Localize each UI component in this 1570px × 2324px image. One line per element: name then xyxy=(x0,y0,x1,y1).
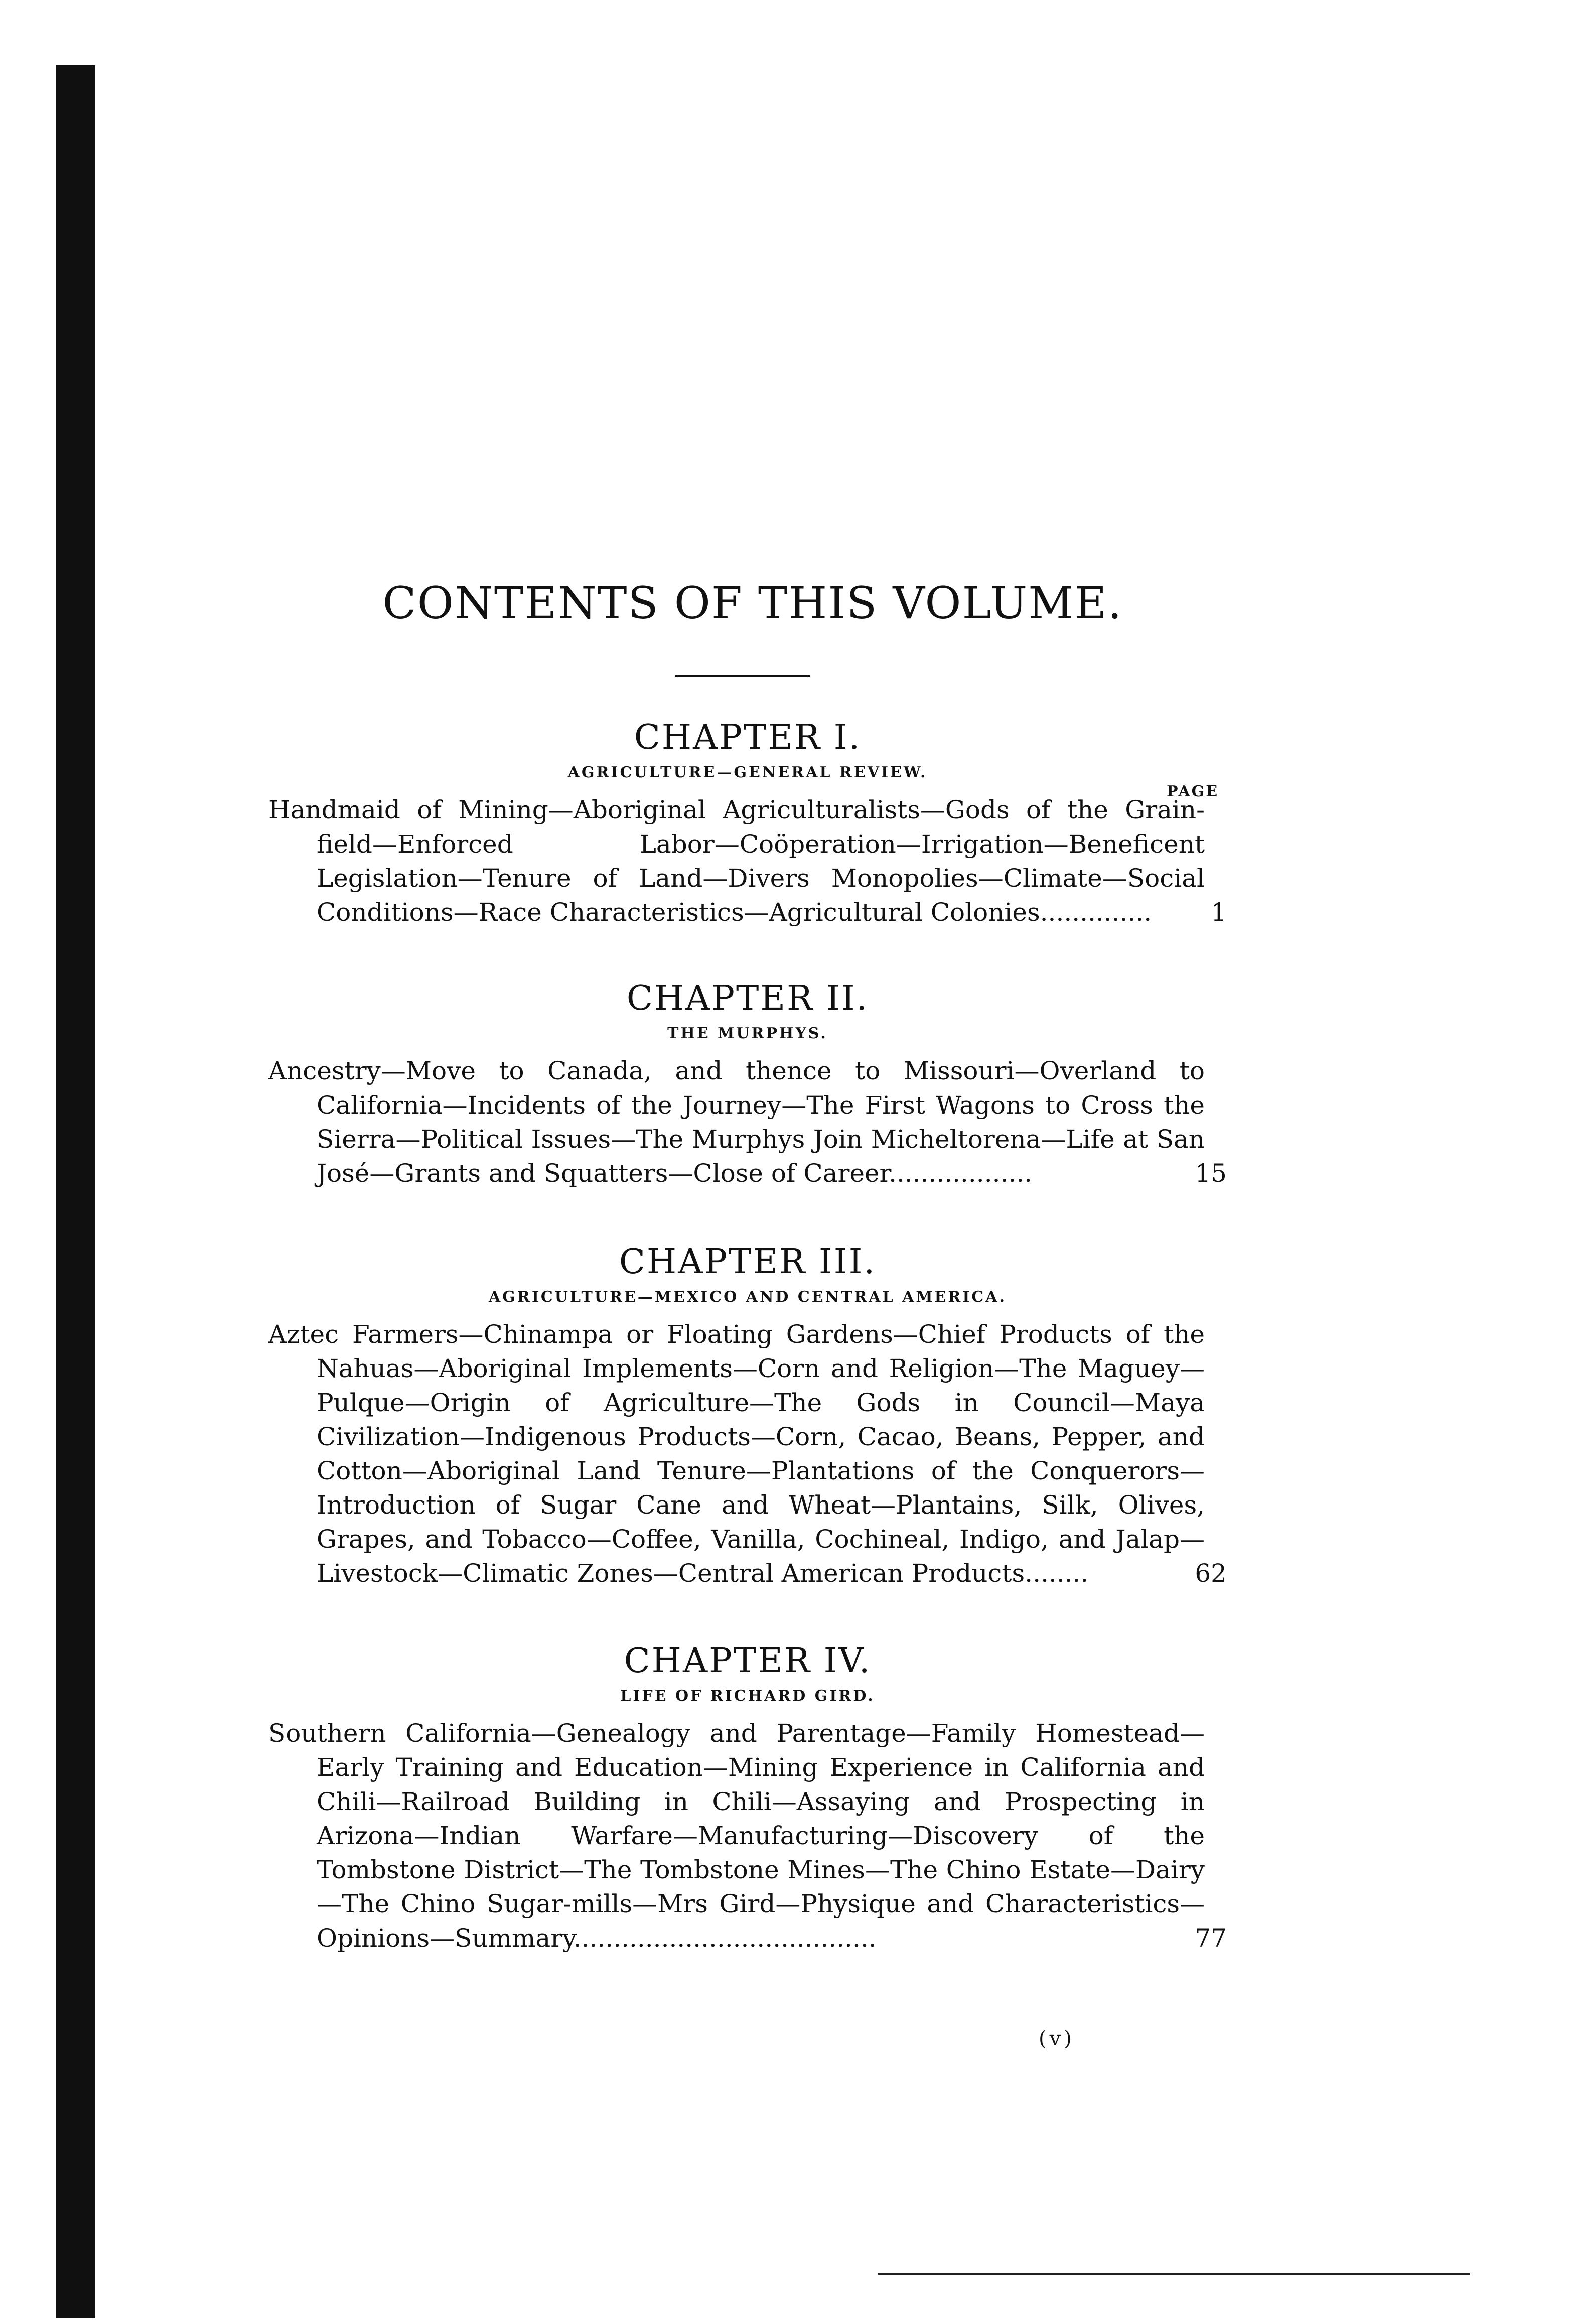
chapter-heading: CHAPTER II. xyxy=(626,979,869,1018)
page-column-label: PAGE xyxy=(1167,783,1219,800)
title-rule xyxy=(675,675,810,677)
page-folio: (v) xyxy=(1039,2027,1075,2050)
chapter-heading: CHAPTER IV. xyxy=(624,1641,872,1681)
chapter-entry-1 xyxy=(268,718,1227,929)
chapter-entry-4 xyxy=(268,1641,1227,1955)
chapter-page-number: 1 xyxy=(1211,898,1227,927)
chapter-summary: Southern California—Genealogy and Parentage—Family Homestead—Early Training and Education—Mining Experience in California and Chili—Railroad Building in Chili—Assaying and Prospecting in Arizona—Indian Warfare—Manufacturing—Discovery of the Tombstone District—The Tombstone Mines—The Chino Estate—Dairy—The Chino Sugar-mills—Mrs Gird—Physique and Characteristics—Opinions—Summary...................................... xyxy=(268,1719,1205,1953)
binding-edge-shadow xyxy=(56,65,95,2318)
chapter-subject: AGRICULTURE—GENERAL REVIEW. xyxy=(567,764,928,781)
chapter-heading: CHAPTER I. xyxy=(634,718,862,757)
chapter-entry-2 xyxy=(268,979,1227,1190)
chapter-page-number: 62 xyxy=(1195,1559,1227,1588)
chapter-subject: LIFE OF RICHARD GIRD. xyxy=(620,1687,875,1705)
chapter-page-number: 15 xyxy=(1195,1159,1227,1188)
chapter-heading: CHAPTER III. xyxy=(619,1242,877,1282)
chapter-summary: Ancestry—Move to Canada, and thence to Missouri—Overland to California—Incidents of the Journey—The First Wagons to Cross the Sierra—Political Issues—The Murphys Join Micheltorena—Life at San José—Grants and Squatters—Close of Career.................. xyxy=(268,1056,1205,1188)
chapter-entry-3 xyxy=(268,1242,1227,1590)
chapter-subject: AGRICULTURE—MEXICO AND CENTRAL AMERICA. xyxy=(489,1288,1007,1306)
chapter-summary: Handmaid of Mining—Aboriginal Agriculturalists—Gods of the Grain-field—Enforced Labor—Coöperation—Irrigation—Beneficent Legislation—Tenure of Land—Divers Monopolies—Climate—Social Conditions—Race Characteristics—Agricultural Colonies.............. xyxy=(268,795,1205,927)
chapter-page-number: 77 xyxy=(1195,1924,1227,1953)
page-title: CONTENTS OF THIS VOLUME. xyxy=(382,577,1123,629)
chapter-subject: THE MURPHYS. xyxy=(667,1025,828,1042)
chapter-summary: Aztec Farmers—Chinampa or Floating Gardens—Chief Products of the Nahuas—Aboriginal Implements—Corn and Religion—The Maguey—Pulque—Origin of Agriculture—The Gods in Council—Maya Civilization—Indigenous Products—Corn, Cacao, Beans, Pepper, and Cotton—Aboriginal Land Tenure—Plantations of the Conquerors—Introduction of Sugar Cane and Wheat—Plantains, Silk, Olives, Grapes, and Tobacco—Coffee, Vanilla, Cochineal, Indigo, and Jalap—Livestock—Climatic Zones—Central American Products........ xyxy=(268,1320,1205,1588)
footer-rule xyxy=(878,2273,1470,2275)
